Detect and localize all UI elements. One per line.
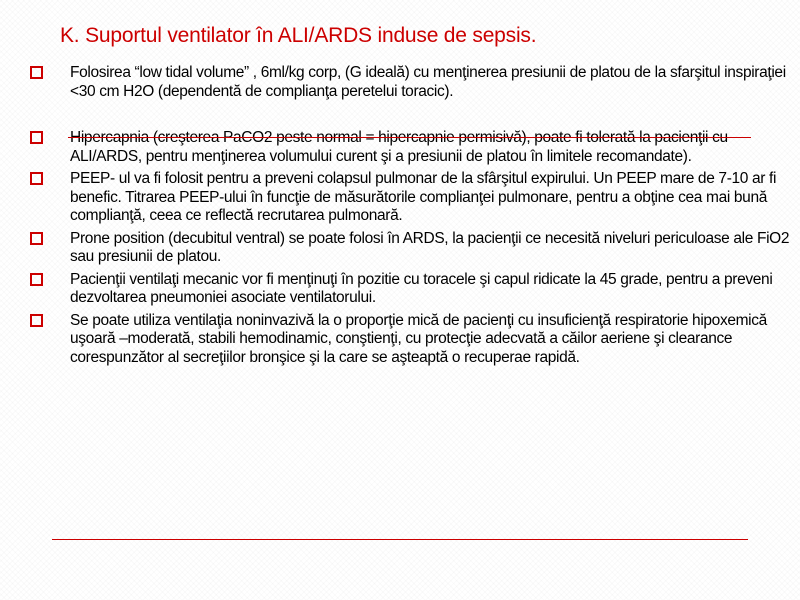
bullet-item bbox=[30, 64, 790, 101]
bullet-text: Prone position (decubitul ventral) se poate folosi în ARDS, la pacienţii ce necesită niveluri periculoase ale FiO2 sau presiunii de platou. bbox=[70, 229, 790, 265]
bullet-text: PEEP- ul va fi folosit pentru a preveni colapsul pulmonar de la sfârşitul expirului. Un PEEP mare de 7-10 ar fi benefic. Titrarea PEEP-ului în funcţie de măsurătorile complianţei pulmonare, pentru a obţine cea mai bună complianţă, ceea ce reflectă recrutarea pulmonară. bbox=[70, 170, 777, 224]
footer-divider bbox=[52, 539, 748, 540]
square-bullet-icon bbox=[30, 314, 43, 327]
bullet-item bbox=[30, 230, 790, 267]
slide-title: K. Suportul ventilator în ALI/ARDS induse de sepsis. bbox=[60, 24, 537, 47]
bullet-item bbox=[30, 129, 790, 166]
square-bullet-icon bbox=[30, 66, 43, 79]
square-bullet-icon bbox=[30, 273, 43, 286]
strikethrough-line bbox=[68, 137, 751, 138]
bullet-item bbox=[30, 170, 790, 226]
bullet-item bbox=[30, 312, 790, 368]
bullet-text: Se poate utiliza ventilaţia noninvazivă la o proporţie mică de pacienţi cu insuficienţă respiratorie hipoxemică uşoară –moderată, stabili hemodinamic, conştienţi, cu protecţie adecvată a căilor aeriene şi clearance corespunzător al secreţiilor bronşice şi la care se aşteaptă o recuperae rapidă. bbox=[70, 311, 767, 366]
square-bullet-icon bbox=[30, 172, 43, 185]
bullet-list bbox=[30, 64, 790, 371]
bullet-text: Pacienţii ventilaţi mecanic vor fi menţinuţi în pozitie cu toracele şi capul ridicate la 45 grade, pentru a preveni dezvoltarea pneumoniei asociate ventilatorului. bbox=[70, 270, 773, 306]
bullet-text: Folosirea “low tidal volume” , 6ml/kg corp, (G ideală) cu menţinerea presiunii de platou de la sfarşitul inspiraţiei <30 cm H2O (dependentă de complianţa peretelui toracic). bbox=[70, 64, 786, 100]
square-bullet-icon bbox=[30, 232, 43, 245]
square-bullet-icon bbox=[30, 131, 43, 144]
bullet-text: Hipercapnia (creşterea PaCO2 peste normal = hipercapnie permisivă), poate fi tolerată la pacienţii cu ALI/ARDS, pentru menţinerea volumului curent şi a presiunii de platou în limitele recomandate). bbox=[70, 129, 728, 165]
bullet-item bbox=[30, 271, 790, 308]
